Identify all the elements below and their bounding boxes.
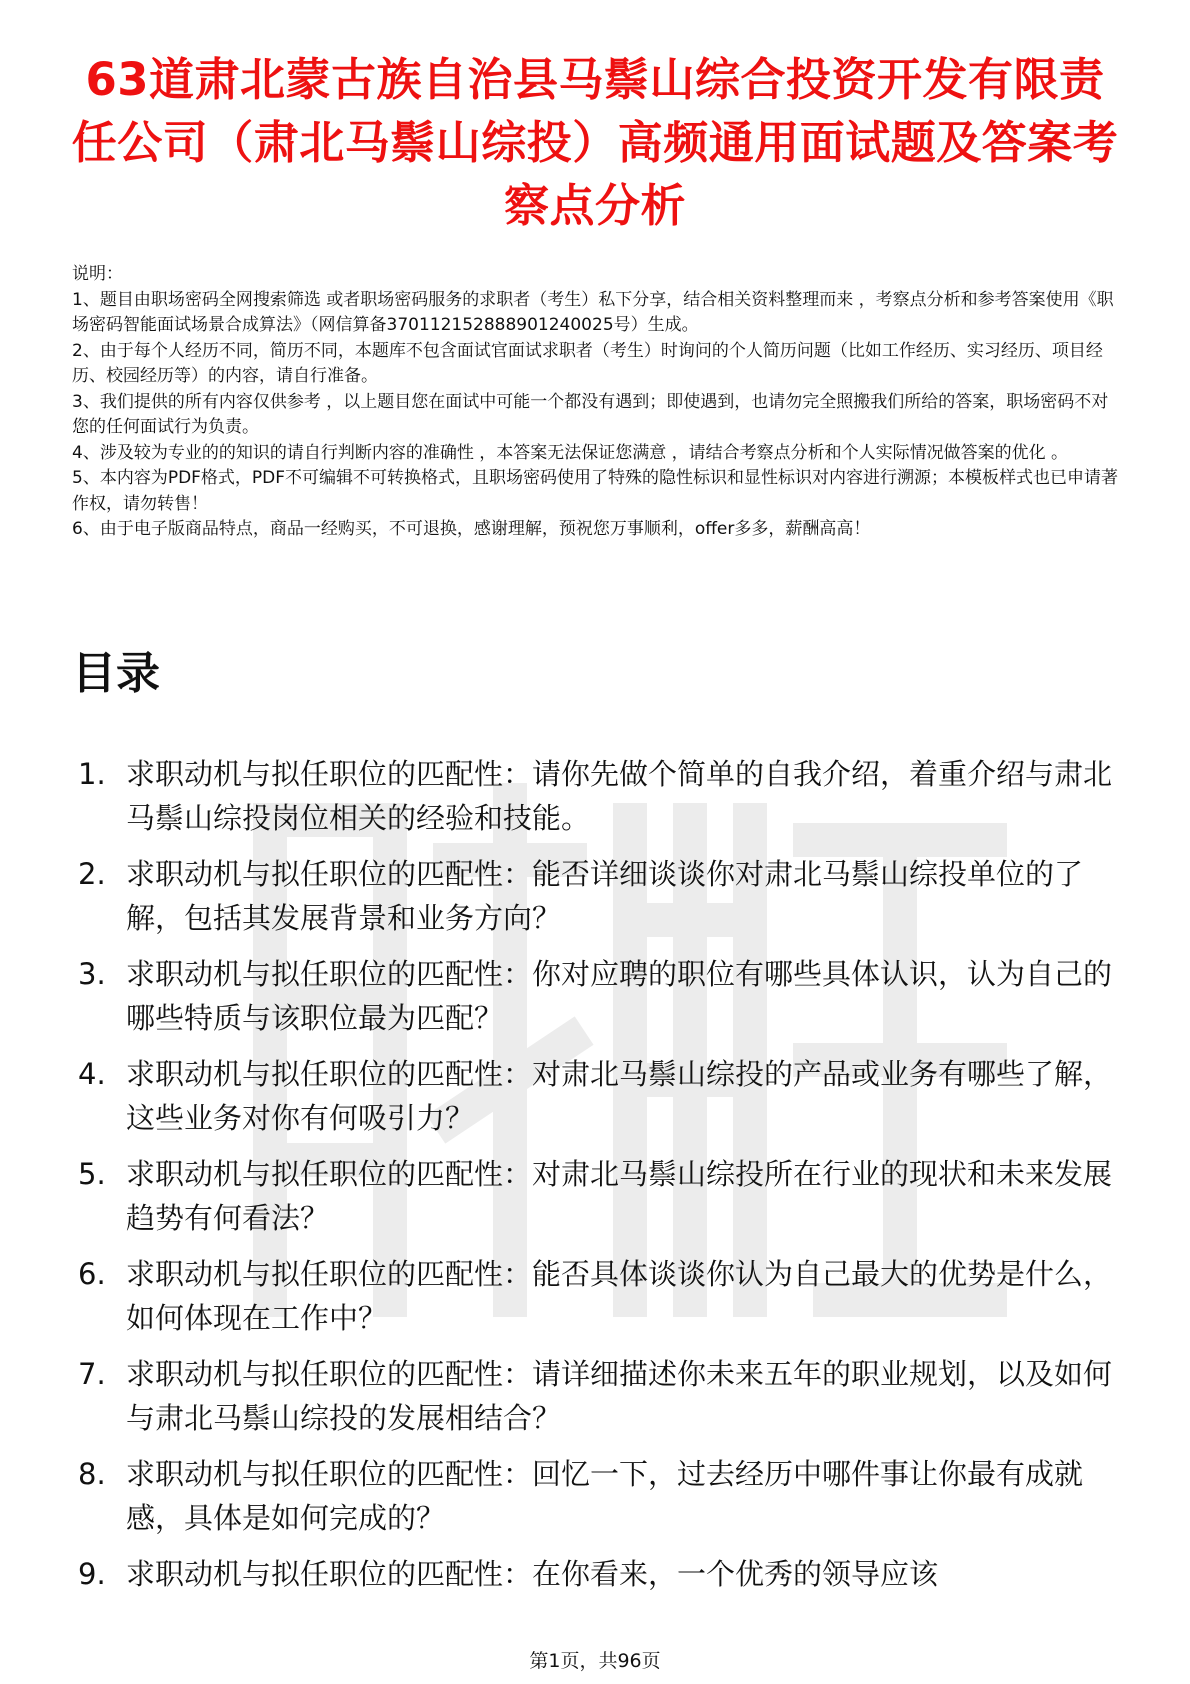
toc-item[interactable] (78, 752, 1113, 840)
toc-item-text: 求职动机与拟任职位的匹配性：请你先做个简单的自我介绍，着重介绍与肃北马鬃山综投岗位相关的经验和技能。 (126, 757, 1113, 835)
toc-item[interactable] (78, 1252, 1113, 1340)
toc-item-number: 3. (78, 957, 106, 991)
toc-list (78, 752, 1113, 1608)
toc-item[interactable] (78, 852, 1113, 940)
toc-heading: 目录 (72, 648, 160, 699)
note-item: 5、本内容为PDF格式，PDF不可编辑不可转换格式，且职场密码使用了特殊的隐性标识和显性标识对内容进行溯源；本模板样式也已申请著作权，请勿转售！ (72, 468, 1119, 514)
toc-item-number: 9. (78, 1557, 106, 1591)
toc-item[interactable] (78, 1452, 1113, 1540)
page-footer: 第1页，共96页 (529, 1650, 661, 1672)
toc-item[interactable] (78, 1552, 1113, 1596)
toc-item[interactable] (78, 1152, 1113, 1240)
toc-item[interactable] (78, 952, 1113, 1040)
toc-item-number: 7. (78, 1357, 106, 1391)
note-item: 3、我们提供的所有内容仅供参考 ，以上题目您在面试中可能一个都没有遇到；即使遇到，也请勿完全照搬我们所给的答案，职场密码不对您的任何面试行为负责。 (72, 391, 1109, 437)
toc-item-text: 求职动机与拟任职位的匹配性：请详细描述你未来五年的职业规划，以及如何与肃北马鬃山综投的发展相结合？ (126, 1357, 1113, 1435)
toc-item[interactable] (78, 1052, 1113, 1140)
toc-item-number: 1. (78, 757, 106, 791)
document-title: 63道肃北蒙古族自治县马鬃山综合投资开发有限责任公司（肃北马鬃山综投）高频通用面试题及答案考察点分析 (71, 53, 1119, 232)
toc-item-number: 6. (78, 1257, 106, 1291)
toc-item-number: 4. (78, 1057, 106, 1091)
note-item: 4、涉及较为专业的的知识的请自行判断内容的准确性 ，本答案无法保证您满意 ，请结合考察点分析和个人实际情况做答案的优化 。 (72, 442, 1069, 463)
notes-section (72, 262, 1122, 543)
toc-item-number: 2. (78, 857, 106, 891)
note-item: 6、由于电子版商品特点，商品一经购买，不可退换，感谢理解，预祝您万事顺利，offer多多，薪酬高高！ (72, 519, 871, 539)
toc-item[interactable] (78, 1352, 1113, 1440)
toc-item-text: 求职动机与拟任职位的匹配性：能否详细谈谈你对肃北马鬃山综投单位的了解，包括其发展背景和业务方向？ (126, 857, 1084, 935)
note-item: 2、由于每个人经历不同，简历不同，本题库不包含面试官面试求职者（考生）时询问的个人简历问题（比如工作经历、实习经历、项目经历、校园经历等）的内容，请自行准备。 (72, 340, 1103, 386)
toc-item-text: 求职动机与拟任职位的匹配性：对肃北马鬃山综投的产品或业务有哪些了解，这些业务对你有何吸引力？ (126, 1057, 1113, 1135)
toc-item-number: 5. (78, 1157, 106, 1191)
toc-item-text: 求职动机与拟任职位的匹配性：在你看来，一个优秀的领导应该 (126, 1557, 939, 1591)
note-item: 1、题目由职场密码全网搜索筛选 或者职场密码服务的求职者（考生）私下分享，结合相关资料整理而来 ，考察点分析和参考答案使用《职场密码智能面试场景合成算法》（网信算备370112152888901240025号）生成。 (72, 289, 1114, 335)
toc-item-text: 求职动机与拟任职位的匹配性：你对应聘的职位有哪些具体认识，认为自己的哪些特质与该职位最为匹配？ (126, 957, 1113, 1035)
toc-item-text: 求职动机与拟任职位的匹配性：能否具体谈谈你认为自己最大的优势是什么，如何体现在工作中？ (126, 1257, 1113, 1335)
toc-item-number: 8. (78, 1457, 106, 1491)
toc-item-text: 求职动机与拟任职位的匹配性：回忆一下，过去经历中哪件事让你最有成就感，具体是如何完成的？ (126, 1457, 1084, 1535)
notes-heading: 说明： (72, 264, 123, 284)
toc-item-text: 求职动机与拟任职位的匹配性：对肃北马鬃山综投所在行业的现状和未来发展趋势有何看法？ (126, 1157, 1113, 1235)
